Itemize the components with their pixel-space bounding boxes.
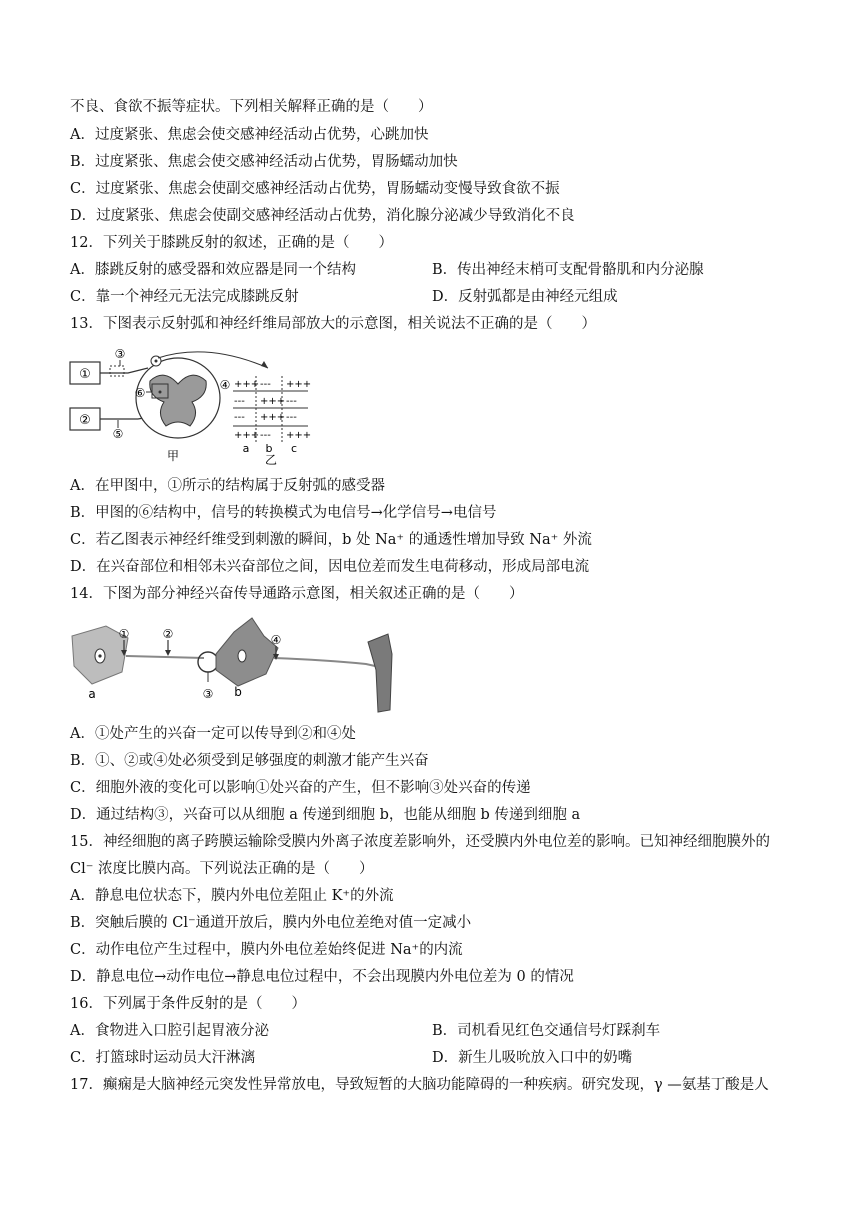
q15-stem-line1: 15．神经细胞的离子跨膜运输除受膜内外离子浓度差影响外，还受膜内外电位差的影响。已知神经细胞膜外的 [70, 834, 770, 850]
q17-stem: 17．癫痫是大脑神经元突发性异常放电，导致短暂的大脑功能障碍的一种疾病。研究发现，γ —氨基丁酸是人 [70, 1077, 769, 1093]
fiber-in2-minus-left: --- [234, 412, 245, 423]
q12-stem: 12．下列关于膝跳反射的叙述，正确的是（ ） [70, 235, 393, 251]
q12-option-c: C．靠一个神经元无法完成膝跳反射 [70, 289, 299, 305]
label-jia: 甲 [166, 449, 180, 463]
fiber-top-minus: --- [260, 379, 271, 390]
q11-option-c: C．过度紧张、焦虑会使副交感神经活动占优势，胃肠蠕动变慢导致食欲不振 [70, 181, 560, 197]
q13-option-c: C．若乙图表示神经纤维受到刺激的瞬间，b 处 Na⁺ 的通透性增加导致 Na⁺ 外流 [70, 532, 592, 548]
label-5: ⑤ [112, 427, 124, 441]
q15-stem-line2: Cl⁻ 浓度比膜内高。下列说法正确的是（ ） [70, 861, 374, 877]
q15-option-a: A．静息电位状态下，膜内外电位差阻止 K⁺的外流 [70, 888, 394, 904]
label-3: ③ [202, 687, 214, 701]
q12-option-d: D．反射弧都是由神经元组成 [432, 289, 618, 305]
q11-stem-tail: 不良、食欲不振等症状。下列相关解释正确的是（ ） [70, 99, 433, 115]
q16-option-a: A．食物进入口腔引起胃液分泌 [70, 1023, 269, 1039]
reflex-arc-diagram [68, 346, 318, 466]
label-b: b [234, 685, 242, 699]
label-6: ⑥ [134, 386, 146, 400]
fiber-in-minus-left: --- [234, 396, 245, 407]
q14-figure [66, 614, 406, 720]
q14-stem: 14．下图为部分神经兴奋传导通路示意图，相关叙述正确的是（ ） [70, 586, 524, 602]
q13-option-d: D．在兴奋部位和相邻未兴奋部位之间，因电位差而发生电荷移动，形成局部电流 [70, 559, 590, 575]
fiber-bottom-minus: --- [260, 430, 271, 441]
q12-option-b: B．传出神经末梢可支配骨骼肌和内分泌腺 [432, 262, 704, 278]
fiber-in-plus: +++ [260, 396, 286, 407]
label-2: ② [79, 413, 91, 428]
q14-option-d: D．通过结构③，兴奋可以从细胞 a 传递到细胞 b，也能从细胞 b 传递到细胞 a [70, 807, 581, 823]
fiber-top-plus-right: +++ [286, 379, 312, 390]
q11-option-b: B．过度紧张、焦虑会使交感神经活动占优势，胃肠蠕动加快 [70, 154, 458, 170]
q16-option-d: D．新生儿吸吮放入口中的奶嘴 [432, 1050, 633, 1066]
neural-pathway-diagram [66, 614, 406, 720]
label-2: ② [162, 627, 174, 641]
q14-option-b: B．①、②或④处必须受到足够强度的刺激才能产生兴奋 [70, 753, 429, 769]
q13-option-a: A．在甲图中，①所示的结构属于反射弧的感受器 [70, 478, 385, 494]
q13-option-b: B．甲图的⑥结构中，信号的转换模式为电信号→化学信号→电信号 [70, 505, 497, 521]
fiber-in-minus-right: --- [286, 396, 297, 407]
label-yi: 乙 [264, 453, 278, 466]
label-a: a [242, 442, 250, 455]
label-b: b [265, 442, 273, 455]
q16-option-b: B．司机看见红色交通信号灯踩刹车 [432, 1023, 661, 1039]
fiber-in2-plus: +++ [260, 412, 286, 423]
q11-option-d: D．过度紧张、焦虑会使副交感神经活动占优势，消化腺分泌减少导致消化不良 [70, 208, 575, 224]
q13-stem: 13．下图表示反射弧和神经纤维局部放大的示意图，相关说法不正确的是（ ） [70, 316, 596, 332]
label-4: ④ [270, 633, 282, 647]
q14-option-a: A．①处产生的兴奋一定可以传导到②和④处 [70, 726, 356, 742]
label-c: c [290, 442, 298, 455]
label-3: ③ [114, 347, 126, 361]
label-4: ④ [219, 378, 231, 392]
q13-figure [68, 346, 318, 466]
q15-option-d: D．静息电位→动作电位→静息电位过程中，不会出现膜内外电位差为 0 的情况 [70, 969, 574, 985]
label-1: ① [79, 367, 91, 382]
q16-option-c: C．打篮球时运动员大汗淋漓 [70, 1050, 256, 1066]
label-a: a [88, 687, 96, 701]
q12-option-a: A．膝跳反射的感受器和效应器是同一个结构 [70, 262, 356, 278]
fiber-bottom-plus-left: +++ [234, 430, 260, 441]
q16-stem: 16．下列属于条件反射的是（ ） [70, 996, 306, 1012]
q14-option-c: C．细胞外液的变化可以影响①处兴奋的产生，但不影响③处兴奋的传递 [70, 780, 531, 796]
q15-option-b: B．突触后膜的 Cl⁻通道开放后，膜内外电位差绝对值一定减小 [70, 915, 472, 931]
fiber-top-plus-left: +++ [234, 379, 260, 390]
fiber-bottom-plus-right: +++ [286, 430, 312, 441]
fiber-in2-minus-right: --- [286, 412, 297, 423]
label-1: ① [118, 627, 130, 641]
q11-option-a: A．过度紧张、焦虑会使交感神经活动占优势，心跳加快 [70, 127, 429, 143]
q15-option-c: C．动作电位产生过程中，膜内外电位差始终促进 Na⁺的内流 [70, 942, 463, 958]
